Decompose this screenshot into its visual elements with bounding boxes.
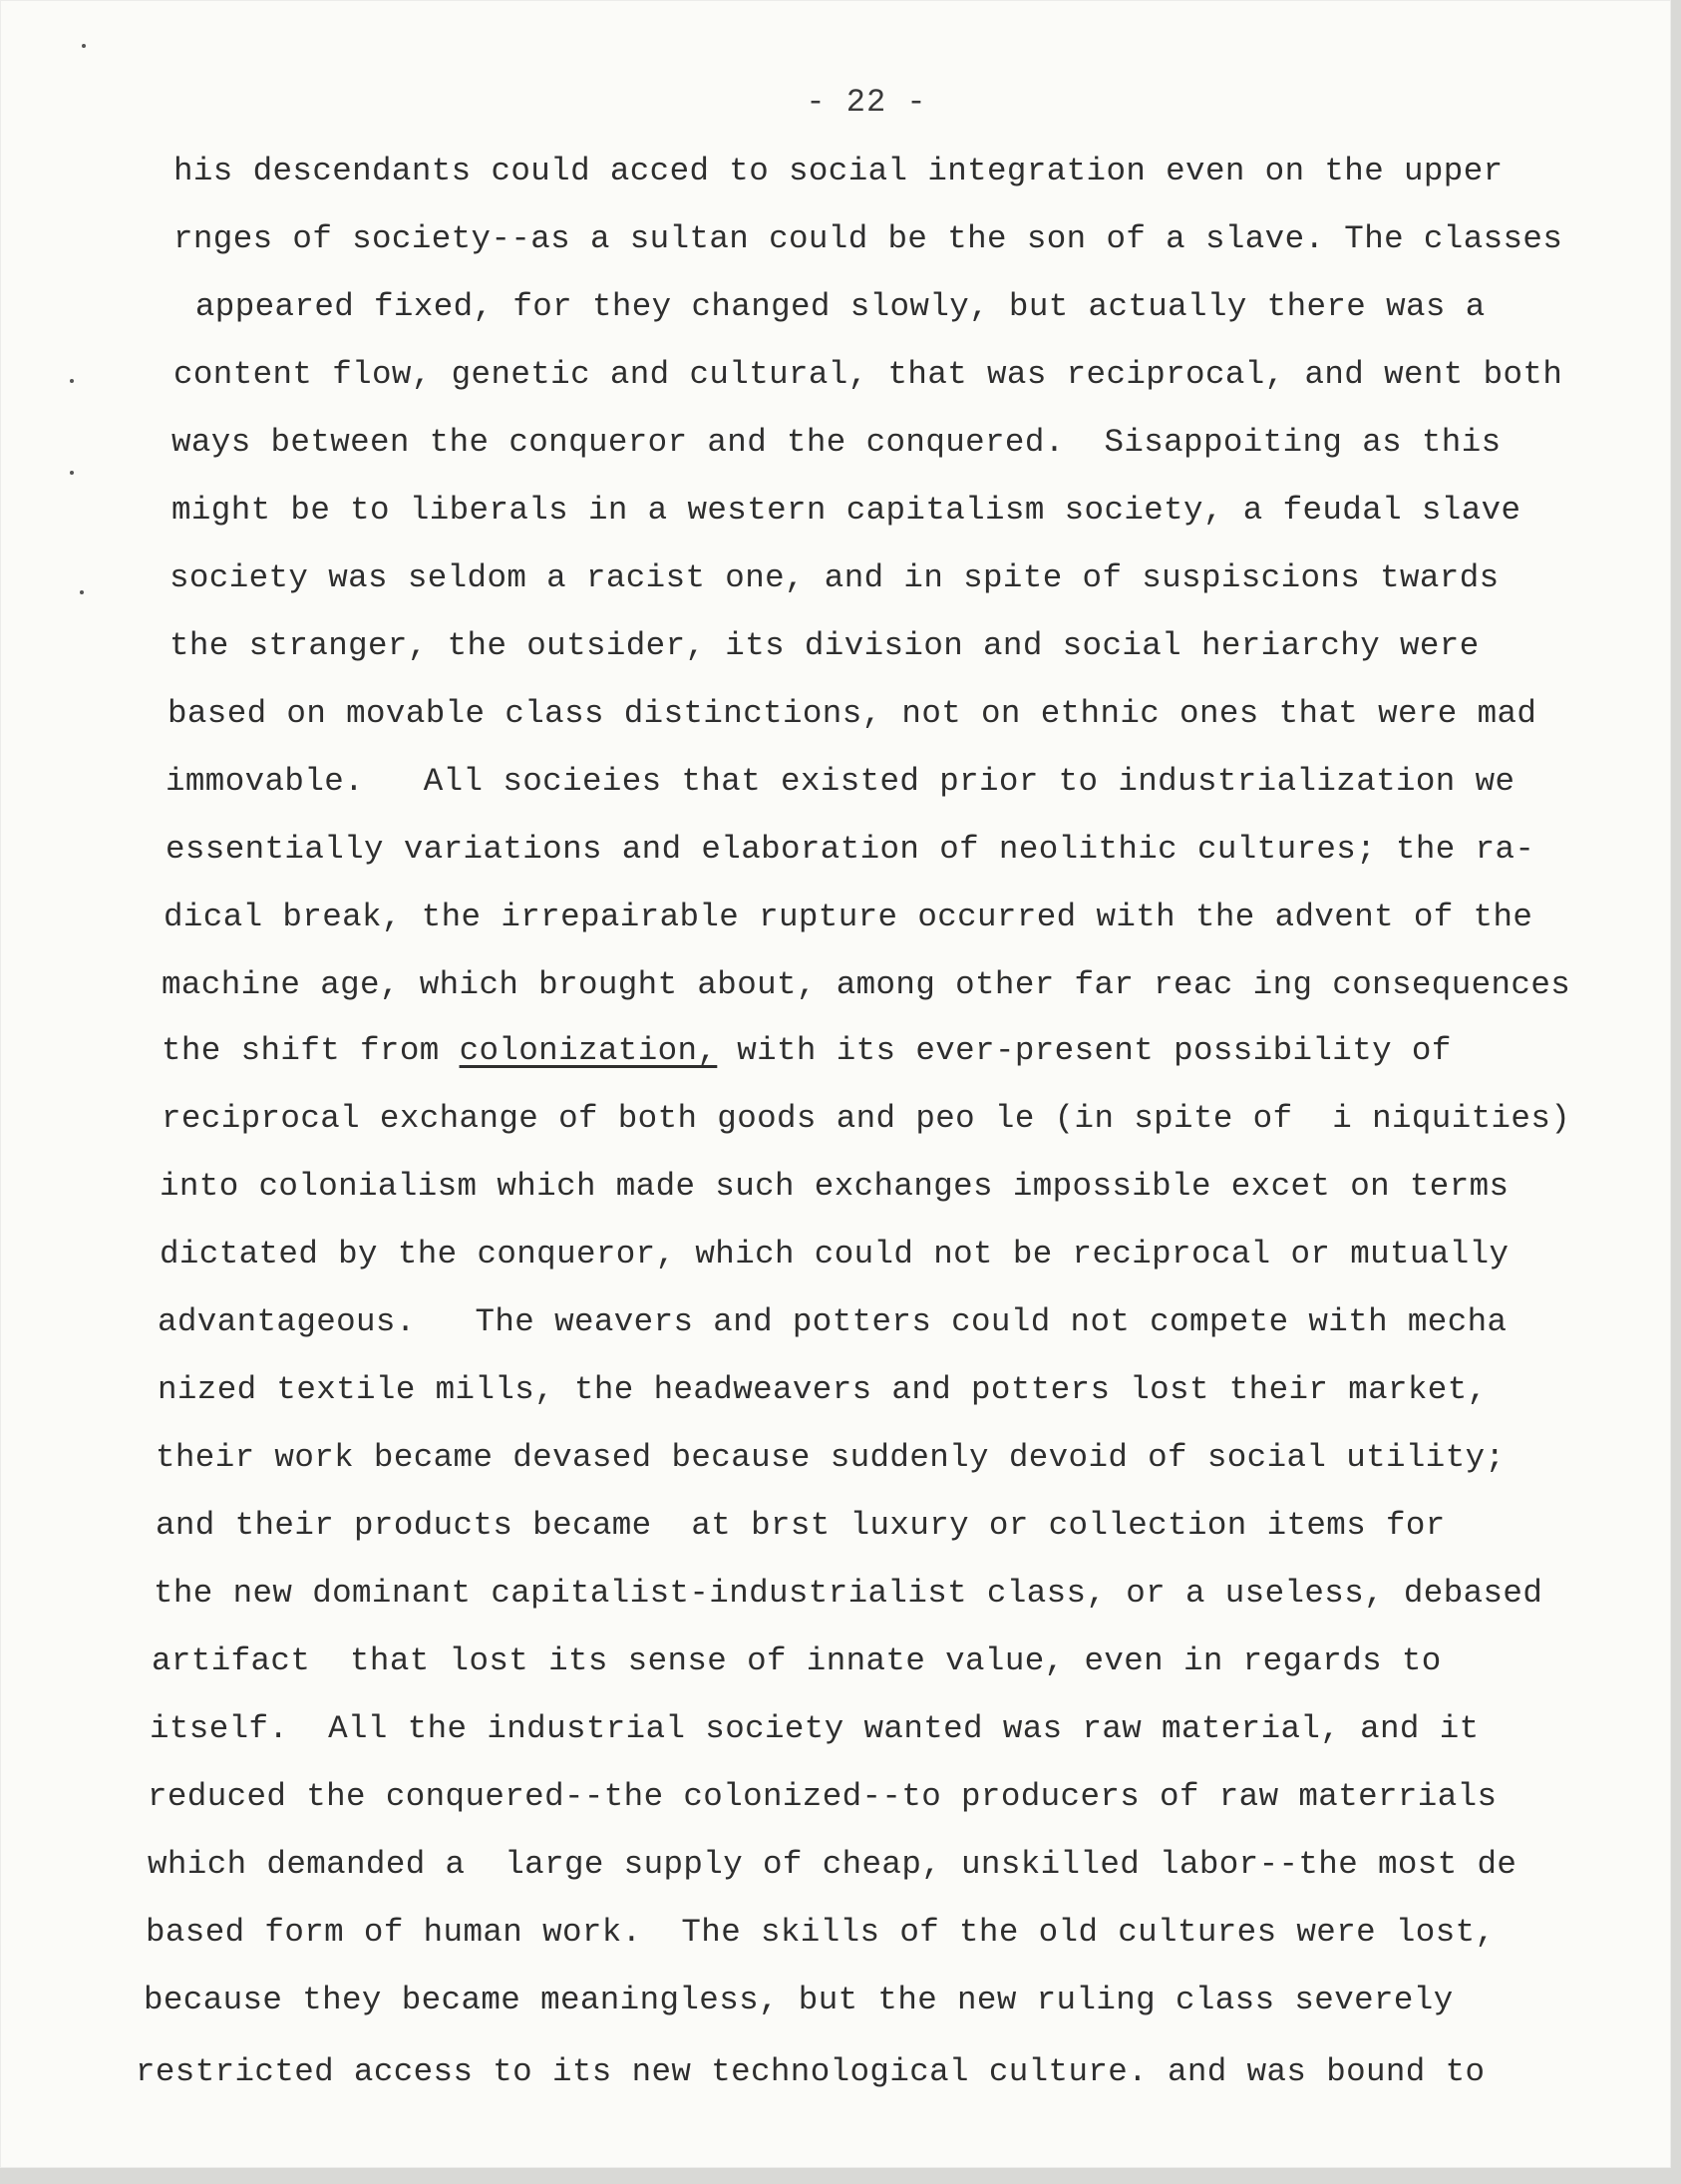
- text-line-10: immovable. All socieies that existed prior to industrialization we: [166, 763, 1515, 800]
- text-line-23: artifact that lost its sense of innate value, even in regards to: [152, 1642, 1442, 1679]
- text-line-29: restricted access to its new technological culture. and was bound to: [136, 2053, 1486, 2090]
- text-line-14: the shift from colonization, with its ever-present possibility of: [162, 1032, 1452, 1069]
- margin-speck: [70, 471, 74, 475]
- text-line-25: reduced the conquered--the colonized--to producers of raw materrials: [148, 1778, 1498, 1815]
- text-line-9: based on movable class distinctions, not on ethnic ones that were mad: [168, 695, 1537, 732]
- text-line-8: the stranger, the outsider, its division and social heriarchy were: [169, 627, 1480, 664]
- text-line-11: essentially variations and elaboration of neolithic cultures; the ra-: [166, 831, 1535, 868]
- text-line-2: rnges of society--as a sultan could be the son of a slave. The classes: [173, 220, 1563, 257]
- text-line-4: content flow, genetic and cultural, that was reciprocal, and went both: [173, 356, 1563, 393]
- text-line-12: dical break, the irrepairable rupture occurred with the advent of the: [164, 899, 1533, 935]
- text-line-26: which demanded a large supply of cheap, unskilled labor--the most de: [148, 1846, 1517, 1883]
- text-line-3: appeared fixed, for they changed slowly, but actually there was a: [175, 288, 1486, 325]
- text-line-21: and their products became at brst luxury or collection items for: [156, 1507, 1446, 1544]
- text-line-20: their work became devased because suddenly devoid of social utility;: [156, 1439, 1506, 1476]
- margin-speck: [70, 379, 74, 383]
- margin-speck: [80, 590, 84, 594]
- text-line-6: might be to liberals in a western capitalism society, a feudal slave: [171, 492, 1521, 529]
- page-number: - 22 -: [806, 84, 927, 121]
- margin-speck: [82, 44, 86, 48]
- text-line-18: advantageous. The weavers and potters could not compete with mecha: [158, 1303, 1508, 1340]
- underlined-word: colonization,: [459, 1032, 718, 1069]
- text-line-7: society was seldom a racist one, and in spite of suspiscions twards: [169, 559, 1500, 596]
- text-line-1: his descendants could acced to social integration even on the upper: [173, 153, 1504, 189]
- text-line-27: based form of human work. The skills of the old cultures were lost,: [146, 1914, 1496, 1951]
- text-line-15: reciprocal exchange of both goods and peo le (in spite of i niquities): [162, 1100, 1571, 1137]
- text-line-22: the new dominant capitalist-industrialist class, or a useless, debased: [154, 1575, 1543, 1612]
- text-line-5: ways between the conqueror and the conquered. Sisappoiting as this: [171, 424, 1502, 461]
- text-line-16: into colonialism which made such exchanges impossible excet on terms: [160, 1168, 1510, 1205]
- text-line-24: itself. All the industrial society wanted was raw material, and it: [150, 1710, 1480, 1747]
- text-line-28: because they became meaningless, but the new ruling class severely: [144, 1982, 1454, 2018]
- text-line-19: nized textile mills, the headweavers and potters lost their market,: [158, 1371, 1488, 1408]
- text-line-13: machine age, which brought about, among other far reac ing consequences: [162, 966, 1571, 1003]
- text-line-17: dictated by the conqueror, which could not be reciprocal or mutually: [160, 1236, 1510, 1273]
